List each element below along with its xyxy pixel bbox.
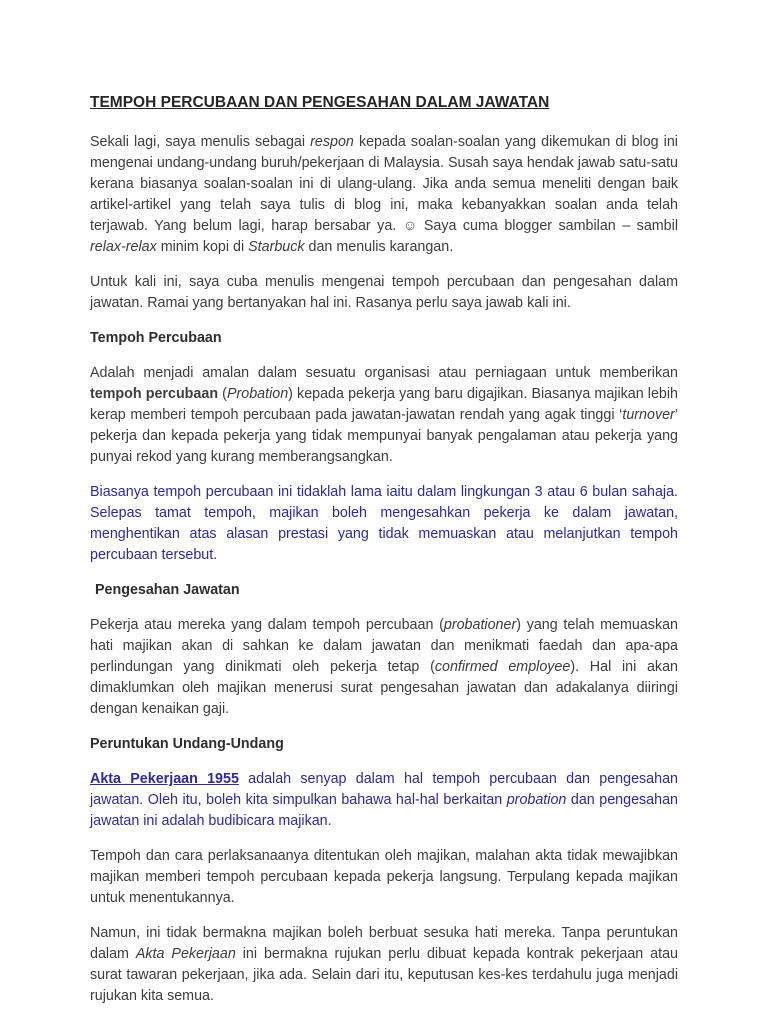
italic-run: Probation xyxy=(226,386,289,402)
text-run: ’ pekerja dan kepada pekerja yang tidak mempunyai banyak pengalaman atau pekerja yang punyai rekod yang kurang memberangsangkan. xyxy=(90,407,678,465)
paragraph-pengesahan-jawatan xyxy=(90,615,678,720)
text-run: minim kopi di xyxy=(156,239,249,255)
text-run: ( xyxy=(218,386,227,402)
italic-run: confirmed employee xyxy=(434,659,571,675)
italic-run: Starbuck xyxy=(248,239,305,255)
italic-run: Akta Pekerjaan xyxy=(135,946,236,962)
italic-run: turnover xyxy=(622,407,675,423)
document-title: TEMPOH PERCUBAAN DAN PENGESAHAN DALAM JAWATAN xyxy=(90,94,550,111)
text-run: adalah senyap dalam hal tempoh percubaan dan pengesahan jawatan. Oleh itu, boleh kita simpulkan bahawa hal-hal berkaitan xyxy=(90,771,678,808)
text-run: Adalah menjadi amalan dalam sesuatu organisasi atau perniagaan untuk memberikan xyxy=(90,365,678,381)
paragraph-namun xyxy=(90,923,678,1007)
highlighted-paragraph-akta xyxy=(90,769,678,832)
grinning-emoji: ☺ xyxy=(402,218,418,234)
paragraph-tempoh-cara: Tempoh dan cara perlaksanaanya ditentukan oleh majikan, malahan akta tidak mewajibkan majikan memberi tempoh percubaan kepada pekerja langsung. Terpulang kepada majikan untuk menentukannya. xyxy=(90,848,678,906)
highlighted-paragraph-duration: Biasanya tempoh percubaan ini tidaklah lama iaitu dalam lingkungan 3 atau 6 bulan sahaja. Selepas tamat tempoh, majikan boleh mengesahkan pekerja ke dalam jawatan, menghentikan atas alasan prestasi yang tidak memuaskan atau melanjutkan tempoh percubaan tersebut. xyxy=(90,484,678,563)
italic-run: probationer xyxy=(443,617,517,633)
section-heading-peruntukan-undang-undang: Peruntukan Undang-Undang xyxy=(90,736,284,752)
section-heading-pengesahan-jawatan: Pengesahan Jawatan xyxy=(95,582,240,598)
text-run: Sekali lagi, saya menulis sebagai xyxy=(90,134,311,150)
intro-paragraph-1 xyxy=(90,132,678,258)
section-heading-tempoh-percubaan: Tempoh Percubaan xyxy=(90,330,222,346)
text-run: Pekerja atau mereka yang dalam tempoh percubaan ( xyxy=(90,617,444,633)
akta-pekerjaan-1955-link[interactable]: Akta Pekerjaan 1955 xyxy=(90,771,239,787)
italic-run: relax-relax xyxy=(90,239,157,255)
text-run: dan menulis karangan. xyxy=(304,239,454,255)
intro-paragraph-2: Untuk kali ini, saya cuba menulis mengenai tempoh percubaan dan pengesahan dalam jawatan. Ramai yang bertanyakan hal ini. Rasanya perlu saya jawab kali ini. xyxy=(90,274,678,311)
text-run: kepada soalan-soalan yang dikemukan di blog ini mengenai undang-undang buruh/pekerjaan di Malaysia. Susah saya hendak jawab satu-satu kerana biasanya soalan-soalan ini di ulang-ulang. Jika anda semua meneliti dengan baik artikel-artikel yang telah saya tulis di blog ini, maka kebanyakkan soalan anda telah terjawab. Yang belum lagi, harap bersabar ya. xyxy=(90,134,678,234)
text-run: dan pengesahan jawatan ini adalah budibicara majikan. xyxy=(90,792,678,829)
italic-run: respon xyxy=(310,134,354,150)
paragraph-tempoh-percubaan xyxy=(90,363,678,468)
italic-run: probation xyxy=(506,792,567,808)
bold-run: tempoh percubaan xyxy=(90,386,219,402)
text-run: ). Hal ini akan dimaklumkan oleh majikan menerusi surat pengesahan jawatan dan adakalanya diiringi dengan kenaikan gaji. xyxy=(90,659,678,717)
text-run: ini bermakna rujukan perlu dibuat kepada kontrak pekerjaan atau surat tawaran pekerjaan, jika ada. Selain dari itu, keputusan kes-kes terdahulu juga menjadi rujukan kita semua. xyxy=(90,946,679,1004)
text-run: Namun, ini tidak bermakna majikan boleh berbuat sesuka hati mereka. Tanpa peruntukan dalam xyxy=(90,925,678,962)
text-run: ) kepada pekerja yang baru digajikan. Biasanya majikan lebih kerap memberi tempoh percubaan pada jawatan-jawatan rendah yang agak tinggi ‘ xyxy=(90,386,678,423)
text-run: Saya cuma blogger sambilan – sambil xyxy=(417,218,678,234)
text-run: ) yang telah memuaskan hati majikan akan di sahkan ke dalam jawatan dan menikmati faedah dan apa-apa perlindungan yang dinikmati oleh pekerja tetap ( xyxy=(90,617,678,675)
